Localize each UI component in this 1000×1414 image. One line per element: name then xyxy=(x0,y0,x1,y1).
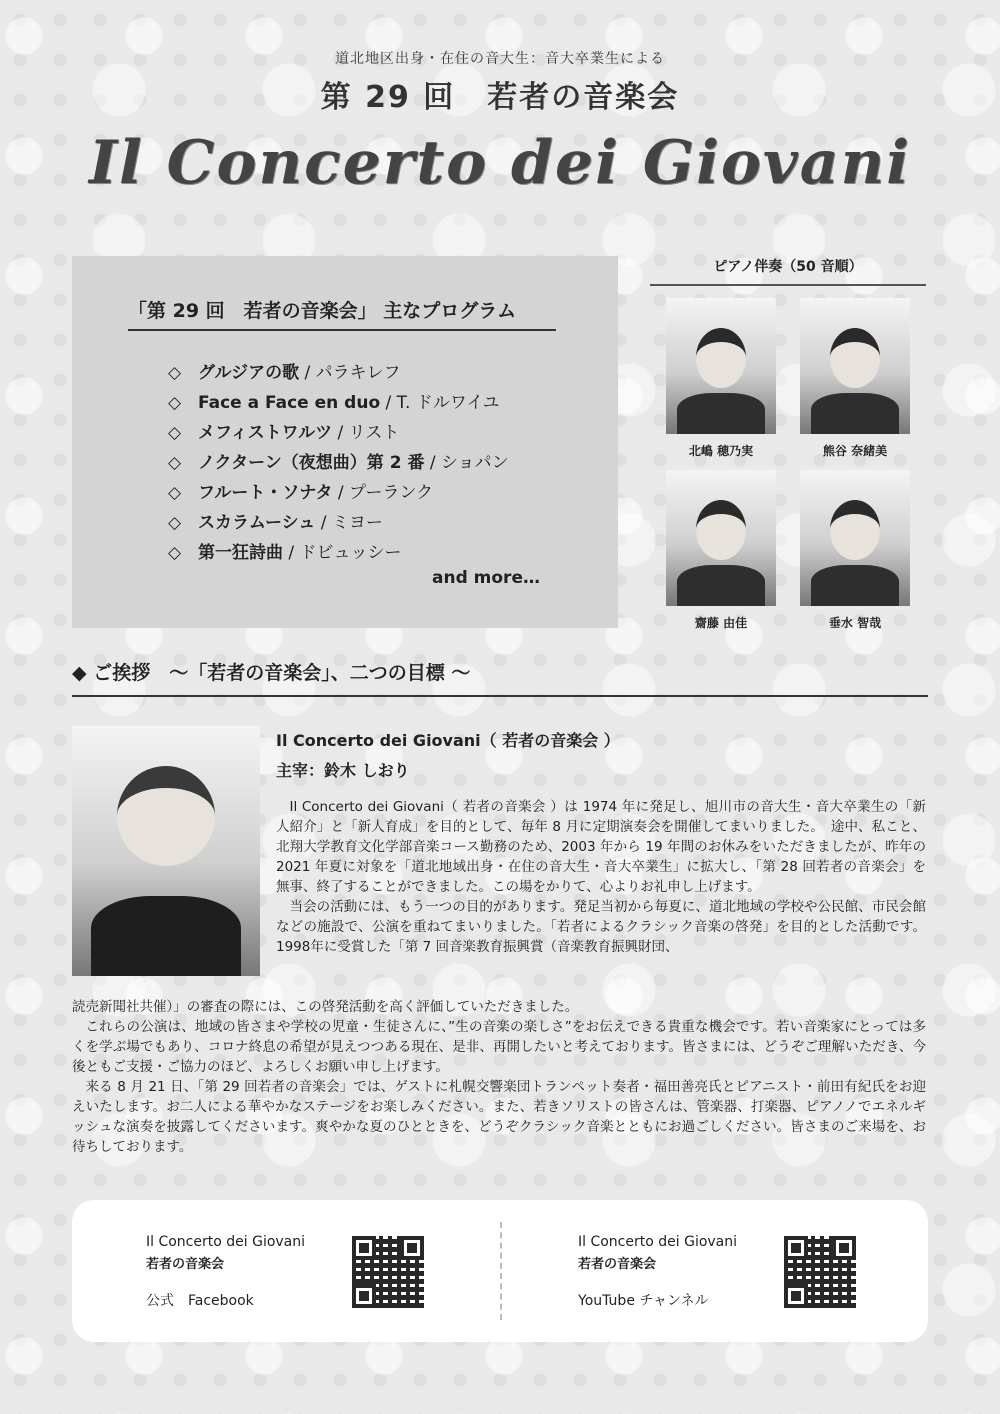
program-work: スカラムーシュ xyxy=(198,513,316,533)
greeting-paragraph: 読売新聞社共催）」の審査の際には、この啓発活動を高く評価していただきました。 xyxy=(72,999,579,1015)
greeting-heading: ◆ ご挨拶 ～「若者の音楽会」、二つの目標 ～ xyxy=(72,658,928,697)
program-work: Face a Face en duo xyxy=(198,393,381,413)
and-more-text: and more… xyxy=(432,568,540,588)
diamond-icon: ◇ xyxy=(168,393,182,413)
diamond-icon: ◇ xyxy=(168,363,182,383)
greeting-paragraph: 当会の活動には、もう一つの目的があります。発足当初から毎夏に、道北地域の学校や公民館、市民会館などの施設で、公演を重ねてまいりました。「若者によるクラシック音楽の啓発」を目的とした活動です。1998年に受賞した「第 7 回音楽教育振興賞（音楽教育振興財団、 xyxy=(276,899,926,955)
program-composer: / パラキレフ xyxy=(299,363,401,383)
footer-divider xyxy=(500,1222,502,1320)
organizer-role: 主宰：鈴木 しおり xyxy=(276,761,410,780)
diamond-icon: ◇ xyxy=(168,483,182,503)
youtube-link[interactable]: YouTube チャンネル xyxy=(578,1293,709,1309)
program-work: ノクターン（夜想曲）第 2 番 xyxy=(198,453,425,473)
facebook-qr-code[interactable] xyxy=(352,1236,424,1308)
diamond-icon: ◇ xyxy=(168,453,182,473)
pianist-photo xyxy=(666,470,776,606)
program-work: グルジアの歌 xyxy=(198,363,300,383)
greeting-text-upper xyxy=(276,797,926,957)
pianist-name: 北嶋 穂乃実 xyxy=(688,444,754,458)
facebook-subtitle: 若者の音楽会 xyxy=(146,1257,225,1272)
program-work: メフィストワルツ xyxy=(198,423,333,443)
pianist-name: 齋藤 由佳 xyxy=(694,616,748,630)
youtube-title: Il Concerto dei Giovani xyxy=(578,1234,738,1250)
program-item xyxy=(168,388,509,418)
program-composer: / ショパン xyxy=(424,453,509,473)
program-item xyxy=(168,508,509,538)
program-heading: 「第 29 回 若者の音楽会」 主なプログラム xyxy=(128,296,556,331)
organization-title: Il Concerto dei Giovani（ 若者の音楽会 ） xyxy=(276,731,620,750)
greeting-paragraph: 来る 8 月 21 日、「第 29 回若者の音楽会」では、ゲストに札幌交響楽団トランペット奏者・福田善亮氏とピアニスト・前田有紀氏をお迎えいたします。お二人による華やかなステージをお楽しみください。また、若きソリストの皆さんは、管楽器、打楽器、ピアノノでエネルギッシュな演奏を披露してくださいます。爽やかな夏のひとときを、どうぞクラシック音楽とともにお過ごしください。皆さまのご来場を、お待ちしております。 xyxy=(72,1079,926,1155)
pianist-name: 熊谷 奈緒美 xyxy=(822,444,888,458)
facebook-link[interactable]: 公式 Facebook xyxy=(146,1293,254,1309)
diamond-icon: ◇ xyxy=(168,423,182,443)
pianist-label: ピアノ伴奏（50 音順） xyxy=(650,256,926,286)
event-subtitle: 道北地区出身・在住の音大生：音大卒業生による xyxy=(335,51,665,67)
pianist-photo xyxy=(800,470,910,606)
program-composer: / ドビュッシー xyxy=(283,543,402,563)
pianist-name: 垂水 智哉 xyxy=(828,616,882,630)
program-item xyxy=(168,358,509,388)
program-item xyxy=(168,538,509,568)
greeting-paragraph: Il Concerto dei Giovani（ 若者の音楽会 ）は 1974 年に発足し、旭川市の音大生・音大卒業生の「新人紹介」と「新人育成」を目的として、毎年 8 月に定期演奏会を開催してまいりました。 途中、私こと、北翔大学教育文化学部音楽コース勤務のため、2003 年から 19 年間のお休みをいただきましたが、昨年の 2021 年夏に対象を「道北地域出身・在住の音大生・音大卒業生」に拡大し、「第 28 回若者の音楽会」を無事、終了することができました。この場をかりて、心よりお礼申し上げます。 xyxy=(276,799,926,895)
youtube-qr-code[interactable] xyxy=(784,1236,856,1308)
diamond-icon: ◇ xyxy=(168,543,182,563)
pianist-photo xyxy=(800,298,910,434)
program-composer: / T. ドルワイユ xyxy=(380,393,500,413)
event-title: 第 29 回 若者の音楽会 xyxy=(320,80,680,115)
program-item xyxy=(168,478,509,508)
program-item xyxy=(168,418,509,448)
program-item xyxy=(168,448,509,478)
program-work: 第一狂詩曲 xyxy=(198,543,283,563)
pianist-photo xyxy=(666,298,776,434)
program-composer: / プーランク xyxy=(332,483,434,503)
program-composer: / ミヨー xyxy=(315,513,383,533)
youtube-subtitle: 若者の音楽会 xyxy=(578,1257,657,1272)
program-work: フルート・ソナタ xyxy=(198,483,333,503)
greeting-text-lower xyxy=(72,997,926,1157)
program-list xyxy=(168,358,509,568)
program-composer: / リスト xyxy=(332,423,400,443)
diamond-icon: ◇ xyxy=(168,513,182,533)
concert-logo: Il Concerto dei Giovani xyxy=(88,128,912,198)
facebook-title: Il Concerto dei Giovani xyxy=(146,1234,306,1250)
greeting-paragraph: これらの公演は、地域の皆さまや学校の児童・生徒さんに、”生の音楽の楽しさ”をお伝えできる貴重な機会です。若い音楽家にとっては多くを学ぶ場でもあり、コロナ終息の希望が見えつつある現在、是非、再開したいと考えております。皆さまには、どうぞご理解いただき、今後ともご支援・ご協力のほど、よろしくお願い申し上げます。 xyxy=(72,1019,926,1075)
organizer-photo xyxy=(72,726,260,976)
